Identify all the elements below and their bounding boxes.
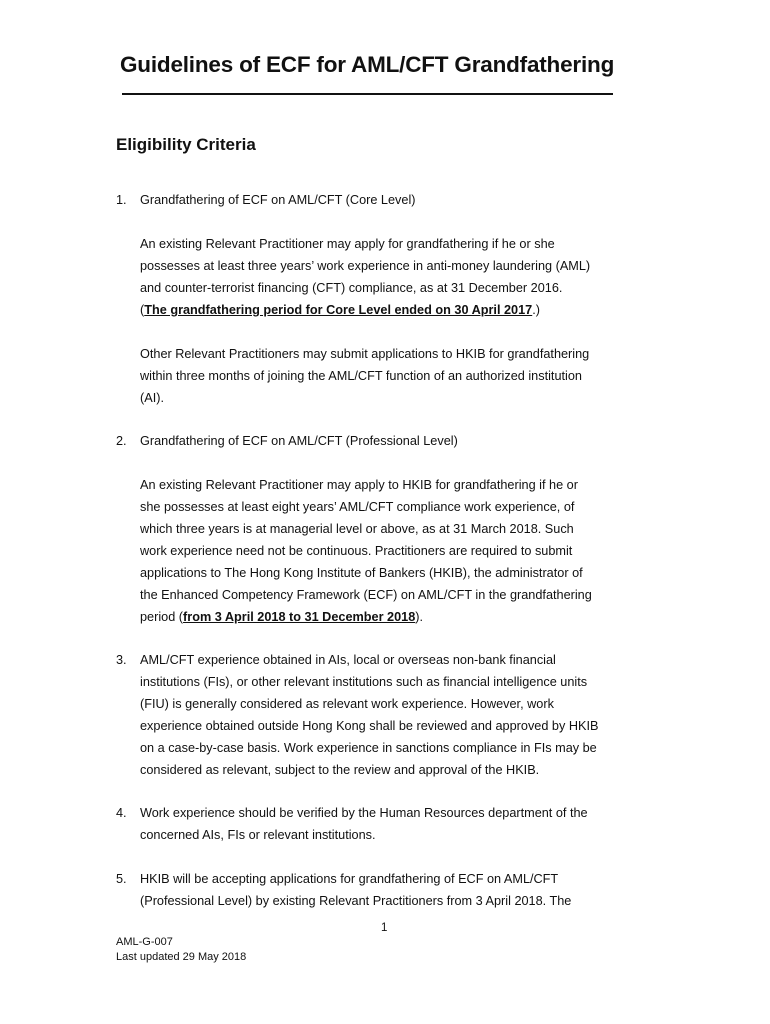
- text-line: An existing Relevant Practitioner may apply for grandfathering if he or she: [140, 237, 555, 251]
- emphasis-text: The grandfathering period for Core Level ended on 30 April 2017: [144, 303, 533, 317]
- document-code: AML-G-007: [116, 936, 173, 948]
- list-item-1: [116, 189, 656, 409]
- item-number: 3.: [116, 653, 127, 667]
- last-updated-date: Last updated 29 May 2018: [116, 950, 247, 963]
- item-number: 2.: [116, 434, 127, 448]
- text-fragment: period (: [140, 610, 184, 624]
- list-item-2: [116, 430, 656, 628]
- text-line: [140, 606, 656, 628]
- item-paragraph: [140, 868, 656, 912]
- text-line: An existing Relevant Practitioner may apply to HKIB for grandfathering if he or: [140, 478, 578, 492]
- list-item-5: [116, 868, 656, 912]
- text-line: [140, 299, 656, 321]
- text-line: institutions (FIs), or other relevant institutions such as financial intelligence units: [140, 675, 588, 689]
- text-line: Work experience should be verified by the Human Resources department of the: [140, 806, 588, 820]
- section-heading: Eligibility Criteria: [116, 135, 256, 154]
- list-item-3: [116, 649, 656, 781]
- text-line: within three months of joining the AML/CFT function of an authorized institution: [140, 369, 582, 383]
- text-line: on a case-by-case basis. Work experience in sanctions compliance in FIs may be: [140, 741, 597, 755]
- item-number: 5.: [116, 872, 127, 886]
- text-line: HKIB will be accepting applications for grandfathering of ECF on AML/CFT: [140, 872, 559, 886]
- list-item-4: [116, 802, 656, 846]
- item-paragraph: [140, 233, 656, 321]
- text-fragment: ).: [415, 610, 424, 624]
- text-line: (FIU) is generally considered as relevant work experience. However, work: [140, 697, 554, 711]
- page-number: 1: [381, 922, 388, 934]
- text-line: AML/CFT experience obtained in AIs, local or overseas non-bank financial: [140, 653, 556, 667]
- text-line: considered as relevant, subject to the review and approval of the HKIB.: [140, 763, 540, 777]
- text-fragment: (: [140, 303, 145, 317]
- document-title: Guidelines of ECF for AML/CFT Grandfathering: [120, 52, 615, 77]
- text-fragment: .): [532, 303, 540, 317]
- text-line: concerned AIs, FIs or relevant institutions.: [140, 828, 376, 842]
- item-paragraph: [140, 649, 656, 781]
- title-underline: [122, 93, 613, 95]
- text-line: and counter-terrorist financing (CFT) compliance, as at 31 December 2016.: [140, 281, 563, 295]
- document-footer: [116, 935, 246, 964]
- text-line: possesses at least three years’ work experience in anti-money laundering (AML): [140, 259, 591, 273]
- item-title: Grandfathering of ECF on AML/CFT (Core Level): [140, 193, 416, 207]
- text-line: which three years is at managerial level or above, as at 31 March 2018. Such: [140, 522, 574, 536]
- text-line: (Professional Level) by existing Relevant Practitioners from 3 April 2018. The: [140, 894, 572, 908]
- item-paragraph: [140, 802, 656, 846]
- text-line: the Enhanced Competency Framework (ECF) on AML/CFT in the grandfathering: [140, 588, 592, 602]
- emphasis-text: from 3 April 2018 to 31 December 2018: [183, 610, 416, 624]
- text-line: Other Relevant Practitioners may submit applications to HKIB for grandfathering: [140, 347, 590, 361]
- text-line: (AI).: [140, 391, 164, 405]
- item-paragraph: [140, 474, 656, 628]
- item-paragraph: [140, 343, 656, 409]
- item-number: 1.: [116, 193, 127, 207]
- text-line: experience obtained outside Hong Kong shall be reviewed and approved by HKIB: [140, 719, 599, 733]
- item-number: 4.: [116, 806, 127, 820]
- text-line: work experience need not be continuous. Practitioners are required to submit: [140, 544, 573, 558]
- text-line: she possesses at least eight years’ AML/CFT compliance work experience, of: [140, 500, 575, 514]
- item-title: Grandfathering of ECF on AML/CFT (Professional Level): [140, 434, 458, 448]
- text-line: applications to The Hong Kong Institute of Bankers (HKIB), the administrator of: [140, 566, 583, 580]
